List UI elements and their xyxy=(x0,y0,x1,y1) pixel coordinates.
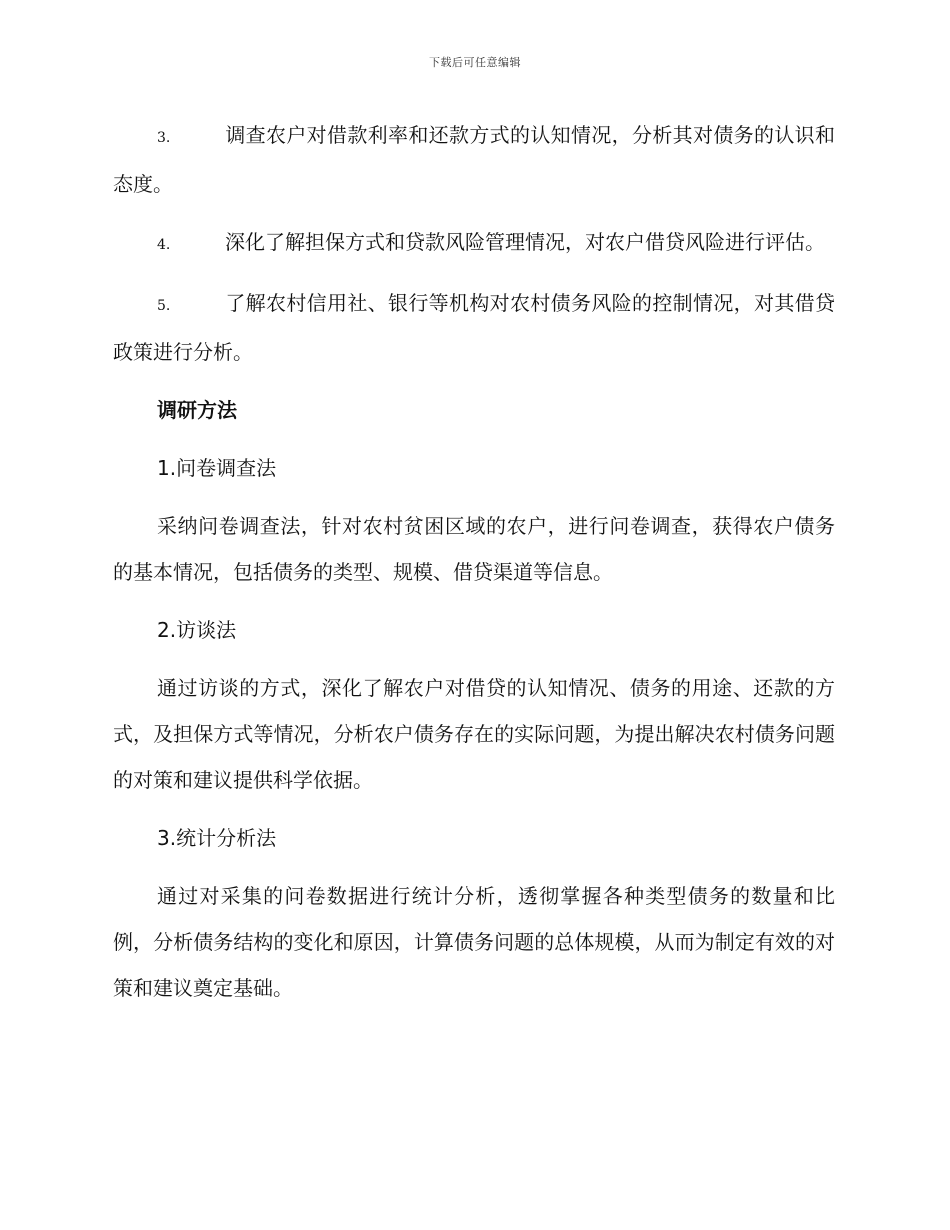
method-title-questionnaire: 1.问卷调查法 xyxy=(157,456,277,480)
method-title-interview: 2.访谈法 xyxy=(157,618,237,642)
section-heading-methods: 调研方法 xyxy=(157,398,237,422)
list-number: 4. xyxy=(157,237,171,253)
list-item-5 xyxy=(113,280,835,375)
document-body xyxy=(113,112,835,1023)
page-header-note: 下载后可任意编辑 xyxy=(429,56,521,69)
method-body-interview: 通过访谈的方式，深化了解农户对借贷的认知情况、债务的用途、还款的方式，及担保方式等情况，分析农户债务存在的实际问题，为提出解决农村债务问题的对策和建议提供科学依据。 xyxy=(113,676,835,792)
list-item-text: 了解农村信用社、银行等机构对农村债务风险的控制情况，对其借贷政策进行分析。 xyxy=(113,291,835,364)
method-body-questionnaire: 采纳问卷调查法，针对农村贫困区域的农户，进行问卷调查，获得农户债务的基本情况，包括债务的类型、规模、借贷渠道等信息。 xyxy=(113,514,835,584)
list-item-4 xyxy=(113,219,835,268)
method-body-statistics: 通过对采集的问卷数据进行统计分析，透彻掌握各种类型债务的数量和比例，分析债务结构的变化和原因，计算债务问题的总体规模，从而为制定有效的对策和建议奠定基础。 xyxy=(113,884,835,1000)
list-item-3 xyxy=(113,112,835,207)
list-item-text: 深化了解担保方式和贷款风险管理情况，对农户借贷风险进行评估。 xyxy=(225,230,825,254)
list-item-text: 调查农户对借款利率和还款方式的认知情况，分析其对债务的认识和态度。 xyxy=(113,123,835,196)
list-number: 5. xyxy=(157,298,171,314)
list-number: 3. xyxy=(157,130,171,146)
method-title-statistics: 3.统计分析法 xyxy=(157,826,277,850)
